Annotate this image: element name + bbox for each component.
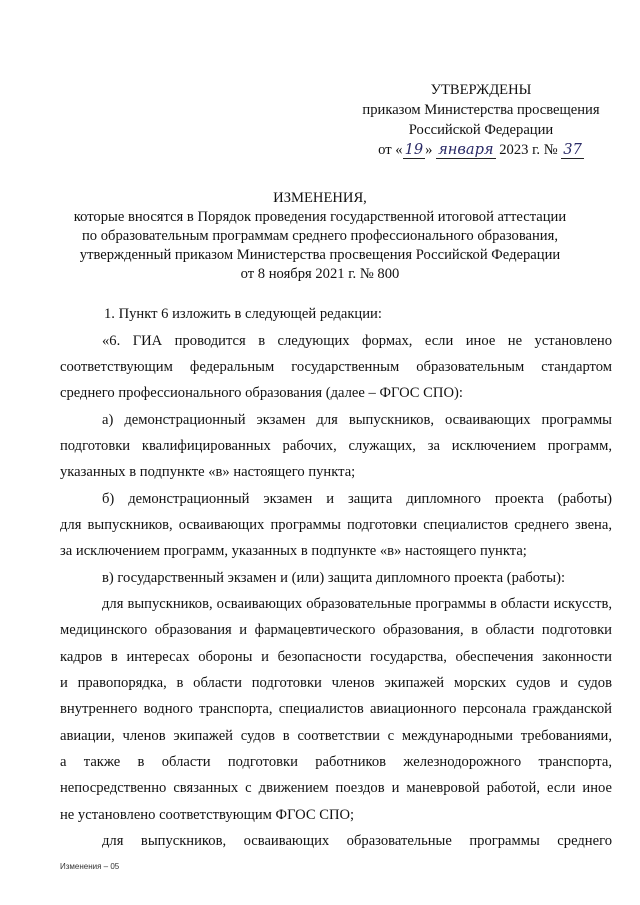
body-line-9: для выпускников, осваивающих программы подготовки специалистов среднего звена, — [60, 517, 612, 533]
body-line-1: 1. Пункт 6 изложить в следующей редакции: — [104, 306, 382, 322]
body-line-12: для выпускников, осваивающих образовательные программы в области искусств, — [102, 596, 612, 612]
approval-line-1: приказом Министерства просвещения — [362, 102, 600, 118]
body-line-7: указанных в подпункте «в» настоящего пункта; — [60, 464, 356, 480]
body-line-6: подготовки квалифицированных рабочих, служащих, за исключением программ, — [60, 438, 612, 454]
body-line-17: авиации, членов экипажей судов в соответствии с международными требованиями, — [60, 728, 612, 744]
body-line-20: не установлено соответствующим ФГОС СПО; — [60, 807, 355, 823]
body-line-13: медицинского образования и фармацевтического образования, в области подготовки — [60, 622, 612, 638]
heading-line-3: утвержденный приказом Министерства просвещения Российской Федерации — [79, 247, 561, 263]
body-line-15: и правопорядка, в области подготовки членов экипажей морских судов и судов — [60, 675, 612, 691]
date-prefix: от « — [378, 142, 403, 158]
body-line-4: среднего профессионального образования (далее – ФГОС СПО): — [60, 385, 463, 401]
date-year: 2023 г. № — [495, 142, 562, 158]
order-number: 37 — [563, 141, 582, 158]
date-month: января — [438, 141, 494, 158]
body-line-16: внутреннего водного транспорта, специалистов авиационного персонала гражданской — [60, 701, 612, 717]
approval-date-line — [352, 140, 610, 160]
body-line-14: кадров в интересах обороны и безопасности государства, обеспечения законности — [60, 649, 612, 665]
heading-line-4: от 8 ноября 2021 г. № 800 — [240, 266, 400, 282]
date-mid: » — [425, 142, 437, 158]
approval-title: УТВЕРЖДЕНЫ — [430, 82, 532, 98]
body-line-8: б) демонстрационный экзамен и защита дипломного проекта (работы) — [102, 491, 612, 507]
body-line-18: а также в области подготовки работников железнодорожного транспорта, — [60, 754, 612, 770]
heading-line-1: которые вносятся в Порядок проведения государственной итоговой аттестации — [73, 209, 567, 225]
approval-line-2: Российской Федерации — [408, 122, 554, 138]
changes-title: ИЗМЕНЕНИЯ, — [273, 190, 367, 206]
date-day: 19 — [404, 141, 424, 158]
heading-line-2: по образовательным программам среднего профессионального образования, — [82, 228, 558, 244]
body-line-19: непосредственно связанных с движением поездов и маневровой работой, если иное — [60, 780, 612, 796]
body-line-11: в) государственный экзамен и (или) защита дипломного проекта (работы): — [102, 570, 565, 586]
body-line-3: соответствующим федеральным государственным образовательным стандартом — [60, 359, 612, 375]
body-line-2: «6. ГИА проводится в следующих формах, если иное не установлено — [102, 333, 612, 349]
body-line-21: для выпускников, осваивающих образовательные программы среднего — [102, 833, 612, 849]
body-line-10: за исключением программ, указанных в подпункте «в» настоящего пункта; — [60, 543, 527, 559]
page-footer: Изменения – 05 — [60, 862, 120, 871]
body-line-5: а) демонстрационный экзамен для выпускников, осваивающих программы — [102, 412, 612, 428]
